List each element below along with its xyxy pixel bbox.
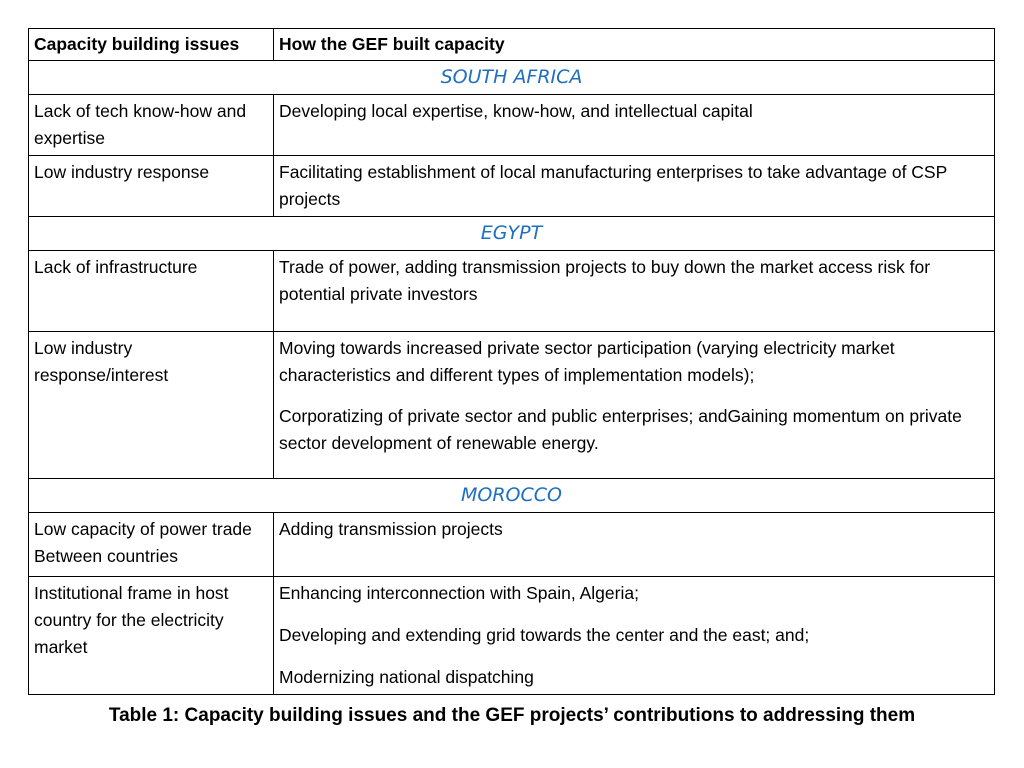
action-cell — [274, 156, 995, 217]
table-row — [29, 332, 995, 479]
action-cell — [274, 95, 995, 156]
country-heading-south-africa: SOUTH AFRICA — [29, 61, 995, 95]
column-header-capacity: How the GEF built capacity — [274, 29, 995, 61]
action-cell — [274, 332, 995, 479]
action-text: Moving towards increased private sector participation (varying electricity market characteristics and different types of implementation models); — [279, 338, 895, 385]
action-text: Facilitating establishment of local manufacturing enterprises to take advantage of CSP projects — [279, 162, 947, 209]
action-text: Developing local expertise, know-how, and intellectual capital — [279, 101, 753, 121]
table-row — [29, 251, 995, 332]
action-cell — [274, 513, 995, 577]
table-row — [29, 577, 995, 695]
action-text: Corporatizing of private sector and public enterprises; andGaining momentum on private sector development of renewable energy. — [279, 406, 962, 453]
action-text: Enhancing interconnection with Spain, Algeria; — [279, 583, 639, 603]
action-text: Developing and extending grid towards the center and the east; and; — [279, 625, 810, 645]
country-heading-egypt: EGYPT — [29, 217, 995, 251]
issue-cell: Lack of tech know-how and expertise — [29, 95, 274, 156]
table-caption: Table 1: Capacity building issues and the GEF projects’ contributions to addressing them — [108, 705, 916, 726]
table-row — [29, 156, 995, 217]
section-heading-row — [29, 479, 995, 513]
action-text: Modernizing national dispatching — [279, 667, 534, 687]
issue-cell: Low industry response/interest — [29, 332, 274, 479]
issue-cell: Low industry response — [29, 156, 274, 217]
table-row — [29, 95, 995, 156]
issue-cell: Institutional frame in host country for the electricity market — [29, 577, 274, 695]
action-cell — [274, 577, 995, 695]
section-heading-row — [29, 61, 995, 95]
capacity-building-table — [28, 28, 995, 695]
issue-cell: Lack of infrastructure — [29, 251, 274, 332]
action-text: Trade of power, adding transmission projects to buy down the market access risk for potential private investors — [279, 257, 931, 304]
table-row — [29, 513, 995, 577]
column-header-issues: Capacity building issues — [29, 29, 274, 61]
issue-cell: Low capacity of power trade Between countries — [29, 513, 274, 577]
country-heading-morocco: MOROCCO — [29, 479, 995, 513]
action-text: Adding transmission projects — [279, 519, 503, 539]
section-heading-row — [29, 217, 995, 251]
table-header-row — [29, 29, 995, 61]
action-cell — [274, 251, 995, 332]
